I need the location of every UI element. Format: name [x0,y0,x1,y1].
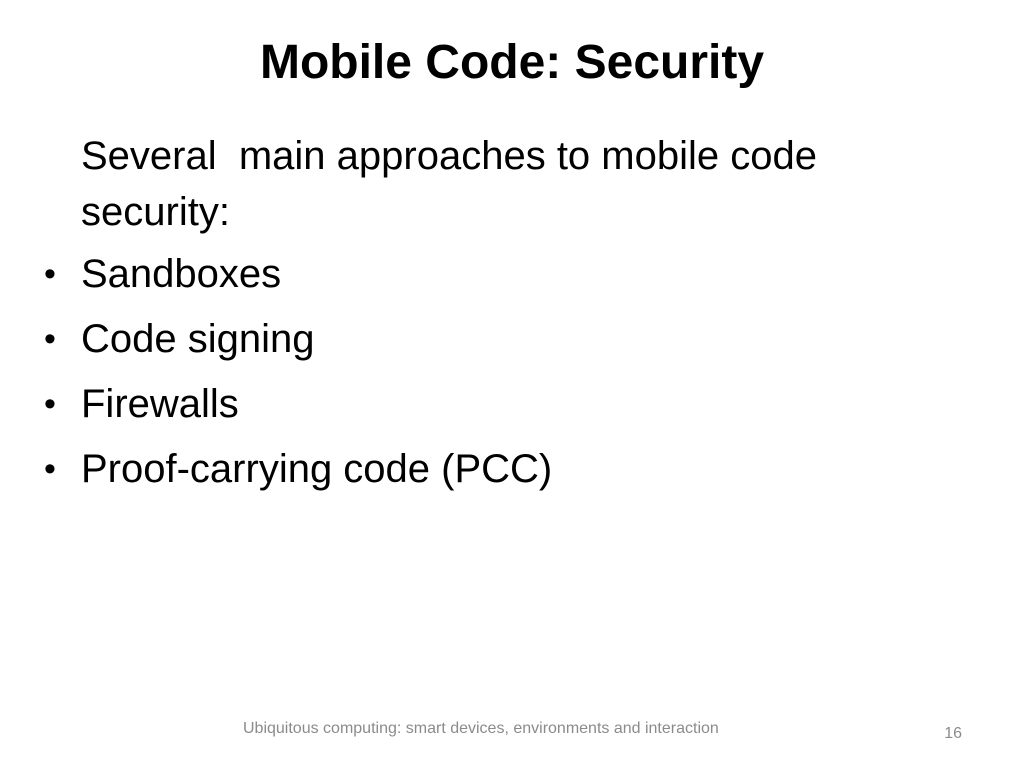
bullet-text: Proof-carrying code (PCC) [81,447,553,491]
bullet-text: Firewalls [81,382,239,426]
bullet-icon: • [44,255,56,293]
bullet-icon: • [44,320,56,358]
bullet-text: Code signing [81,317,315,361]
page-number: 16 [944,725,962,742]
slide-title: Mobile Code: Security [259,36,765,89]
bullet-icon: • [44,450,56,488]
bullet-text: Sandboxes [81,252,282,296]
bullet-icon: • [44,385,56,423]
slide-footer: Ubiquitous computing: smart devices, environments and interaction [243,720,719,737]
intro-text: Several main approaches to mobile code security: [81,134,829,234]
